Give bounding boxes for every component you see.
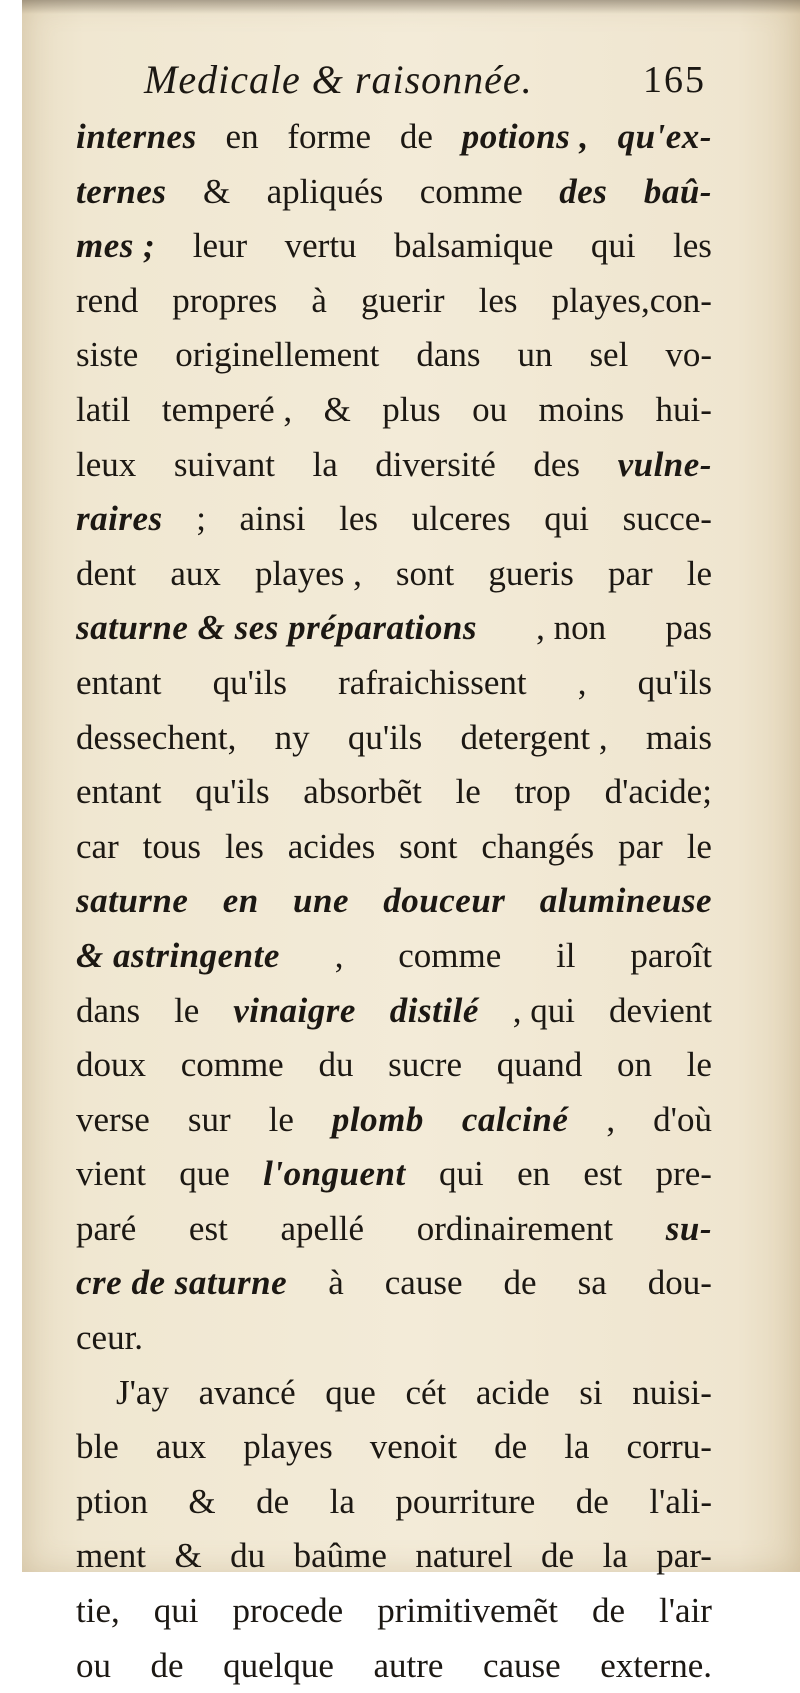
- text-line: [76, 1202, 712, 1257]
- text-line: [76, 383, 712, 438]
- word: le: [455, 772, 481, 812]
- word: rend: [76, 280, 139, 320]
- italic-word: vinaigre: [233, 990, 356, 1030]
- word: &: [188, 1481, 216, 1521]
- italic-word: une: [293, 881, 349, 921]
- text-line: [76, 1093, 712, 1148]
- word: la: [329, 1481, 355, 1521]
- word: plus: [382, 389, 441, 429]
- word: qu'ils: [212, 662, 288, 702]
- word: leux: [76, 444, 137, 484]
- word: les: [339, 499, 379, 539]
- word: rafraichissent: [338, 662, 527, 702]
- word: tous: [142, 826, 202, 866]
- word: hui-: [655, 389, 712, 429]
- word: sucre: [388, 1045, 462, 1085]
- word: gueris: [488, 553, 574, 593]
- word: ainsi: [239, 499, 306, 539]
- word: comme: [398, 935, 502, 975]
- word: si: [579, 1372, 603, 1412]
- text-line: [76, 601, 712, 656]
- word: on: [616, 1045, 652, 1085]
- word: externe.: [600, 1645, 712, 1685]
- word: à: [328, 1263, 344, 1303]
- word: qu'ils: [347, 717, 423, 757]
- word: venoit: [369, 1427, 458, 1467]
- word: le: [686, 553, 712, 593]
- running-head: [76, 56, 712, 110]
- italic-word: l'onguent: [263, 1154, 406, 1194]
- italic-word: raires: [76, 499, 163, 539]
- word: entant: [76, 662, 162, 702]
- word: de: [399, 117, 433, 156]
- text-line: [76, 274, 712, 329]
- italic-word: qu'ex-: [617, 117, 712, 156]
- italic-word: & astringente: [76, 935, 280, 975]
- word: d'acide;: [604, 772, 712, 812]
- word: corru-: [626, 1427, 712, 1467]
- word: detergent ,: [460, 717, 608, 757]
- word: guerir: [360, 280, 445, 320]
- italic-word: cre de saturne: [76, 1263, 288, 1303]
- word: en: [517, 1154, 551, 1194]
- word: &: [202, 171, 231, 211]
- word: paré: [76, 1208, 137, 1248]
- word: playes: [243, 1427, 333, 1467]
- italic-word: saturne & ses préparations: [76, 608, 477, 648]
- word: naturel: [415, 1536, 513, 1576]
- word: que: [325, 1372, 376, 1412]
- word: cause: [482, 1645, 561, 1685]
- word: le: [686, 1045, 712, 1085]
- word: autre: [373, 1645, 444, 1685]
- word: ,: [606, 1099, 616, 1139]
- word: les: [478, 280, 518, 320]
- word: vient: [76, 1154, 146, 1194]
- word: suivant: [173, 444, 275, 484]
- word: playes ,: [254, 553, 362, 593]
- italic-word: baû-: [643, 171, 712, 211]
- word: quelque: [223, 1645, 334, 1685]
- running-title: Medicale & raisonnée.: [144, 57, 533, 102]
- word: sa: [577, 1263, 607, 1303]
- text-line: [76, 1584, 712, 1639]
- page-edge-shadow: [22, 0, 800, 14]
- word: est: [583, 1154, 623, 1194]
- word: par: [607, 553, 653, 593]
- word: succe-: [622, 499, 712, 539]
- italic-word: vulne-: [617, 444, 712, 484]
- word: leur: [192, 226, 248, 266]
- word: balsamique: [394, 226, 554, 266]
- word: le: [174, 990, 200, 1030]
- word: qui: [590, 226, 636, 266]
- text-line: [76, 1311, 712, 1366]
- word: par: [618, 826, 663, 866]
- italic-word: calciné: [461, 1099, 569, 1139]
- word: ulceres: [411, 499, 511, 539]
- word: les: [224, 826, 264, 866]
- word: paroît: [630, 935, 712, 975]
- word: qu'ils: [637, 662, 712, 702]
- word: du: [230, 1536, 266, 1576]
- word: dans: [76, 990, 141, 1030]
- word: qui: [544, 499, 590, 539]
- word: apliqués: [266, 171, 384, 211]
- text-block: [76, 56, 712, 1693]
- word: ou: [472, 389, 508, 429]
- word: la: [312, 444, 338, 484]
- italic-word: en: [222, 881, 259, 921]
- word: qui: [153, 1591, 199, 1631]
- word: originellement: [175, 335, 380, 375]
- word: pas: [665, 608, 712, 648]
- word: de: [591, 1591, 626, 1631]
- word: entant: [76, 772, 162, 812]
- word: nuisi-: [632, 1372, 712, 1412]
- word: ment: [76, 1536, 146, 1576]
- word: mais: [645, 717, 712, 757]
- word: le: [686, 826, 712, 866]
- word: acides: [287, 826, 376, 866]
- text-line: [76, 1639, 712, 1693]
- word: ny: [274, 717, 310, 757]
- word: de: [150, 1645, 184, 1685]
- italic-word: des: [559, 171, 608, 211]
- word: l'ali-: [649, 1481, 712, 1521]
- text-line: [76, 165, 712, 220]
- word: siste: [76, 335, 139, 375]
- word: forme: [287, 117, 371, 156]
- word: dans: [416, 335, 481, 375]
- text-line: [76, 765, 712, 820]
- word: sont: [395, 553, 455, 593]
- word: , non: [536, 608, 607, 648]
- word: primitivemẽt: [377, 1591, 558, 1631]
- word: ou: [76, 1645, 111, 1685]
- italic-word: alumineuse: [539, 881, 712, 921]
- word: ,: [577, 662, 587, 702]
- word: dent: [76, 553, 137, 593]
- word: le: [268, 1099, 294, 1139]
- word: latil: [76, 389, 131, 429]
- word: cét: [405, 1372, 447, 1412]
- word: de: [503, 1263, 537, 1303]
- word: ble: [76, 1427, 119, 1467]
- word: playes,con-: [551, 280, 712, 320]
- text-line: [76, 1529, 712, 1584]
- word: la: [564, 1427, 590, 1467]
- word: absorbẽt: [303, 772, 422, 812]
- text-line: [76, 929, 712, 984]
- word: verse: [76, 1099, 150, 1139]
- page-number: 165: [643, 59, 706, 101]
- word: cause: [384, 1263, 463, 1303]
- word: apellé: [280, 1208, 365, 1248]
- italic-word: potions ,: [461, 117, 589, 156]
- word: &: [323, 389, 351, 429]
- word: temperé ,: [161, 389, 293, 429]
- italic-word: internes: [76, 117, 197, 156]
- text-line: [76, 1366, 712, 1421]
- text-line: [76, 656, 712, 711]
- word: des: [533, 444, 581, 484]
- word: avancé: [198, 1372, 296, 1412]
- word: dessechent,: [76, 717, 237, 757]
- italic-word: distilé: [389, 990, 479, 1030]
- word: est: [188, 1208, 228, 1248]
- word: sont: [399, 826, 458, 866]
- italic-word: mes ;: [76, 226, 156, 266]
- word: un: [517, 335, 553, 375]
- word: car: [76, 826, 119, 866]
- text-line: [76, 984, 712, 1039]
- word: qu'ils: [195, 772, 270, 812]
- word: vertu: [284, 226, 357, 266]
- word: l'air: [659, 1591, 712, 1631]
- word: de: [541, 1536, 575, 1576]
- italic-word: su-: [665, 1208, 712, 1248]
- text-line: [76, 1038, 712, 1093]
- word: en: [225, 117, 259, 156]
- text-line: [76, 219, 712, 274]
- text-line: [76, 492, 712, 547]
- word: , qui: [512, 990, 576, 1030]
- word: tie,: [76, 1591, 120, 1631]
- word: moins: [538, 389, 625, 429]
- word: doux: [76, 1045, 146, 1085]
- word: aux: [155, 1427, 207, 1467]
- word: devient: [608, 990, 712, 1030]
- italic-word: ternes: [76, 171, 167, 211]
- word: ceur.: [76, 1318, 144, 1358]
- word: changés: [481, 826, 595, 866]
- word: ;: [196, 499, 206, 539]
- word: sur: [187, 1099, 231, 1139]
- italic-word: saturne: [76, 881, 189, 921]
- word: vo-: [665, 335, 712, 375]
- word: ,: [334, 935, 344, 975]
- word: du: [318, 1045, 354, 1085]
- word: les: [673, 226, 712, 266]
- word: trop: [514, 772, 571, 812]
- text-line: [76, 328, 712, 383]
- word: à: [311, 280, 327, 320]
- word: pourriture: [395, 1481, 536, 1521]
- text-line: [76, 1147, 712, 1202]
- word: comme: [419, 171, 523, 211]
- word: comme: [180, 1045, 284, 1085]
- body-text: [76, 110, 712, 1693]
- text-line: [76, 711, 712, 766]
- text-line: [76, 874, 712, 929]
- word: J'ay: [116, 1372, 169, 1412]
- word: il: [556, 935, 576, 975]
- word: que: [179, 1154, 230, 1194]
- word: quand: [496, 1045, 583, 1085]
- word: qui: [439, 1154, 484, 1194]
- text-line: [76, 1256, 712, 1311]
- word: de: [575, 1481, 609, 1521]
- word: ordinairement: [416, 1208, 614, 1248]
- text-line: [76, 820, 712, 875]
- word: pre-: [655, 1154, 712, 1194]
- italic-word: douceur: [383, 881, 506, 921]
- text-line: [76, 110, 712, 165]
- text-line: [76, 438, 712, 493]
- word: ption: [76, 1481, 148, 1521]
- word: aux: [170, 553, 221, 593]
- word: propres: [172, 280, 278, 320]
- word: d'où: [653, 1099, 712, 1139]
- word: par-: [656, 1536, 712, 1576]
- text-line: [76, 1475, 712, 1530]
- text-line: [76, 1420, 712, 1475]
- word: de: [494, 1427, 528, 1467]
- word: de: [256, 1481, 290, 1521]
- word: diversité: [375, 444, 496, 484]
- word: &: [174, 1536, 202, 1576]
- word: baûme: [293, 1536, 387, 1576]
- word: procede: [232, 1591, 344, 1631]
- word: sel: [589, 335, 629, 375]
- italic-word: plomb: [331, 1099, 424, 1139]
- word: la: [602, 1536, 628, 1576]
- text-line: [76, 547, 712, 602]
- word: acide: [475, 1372, 550, 1412]
- word: dou-: [647, 1263, 712, 1303]
